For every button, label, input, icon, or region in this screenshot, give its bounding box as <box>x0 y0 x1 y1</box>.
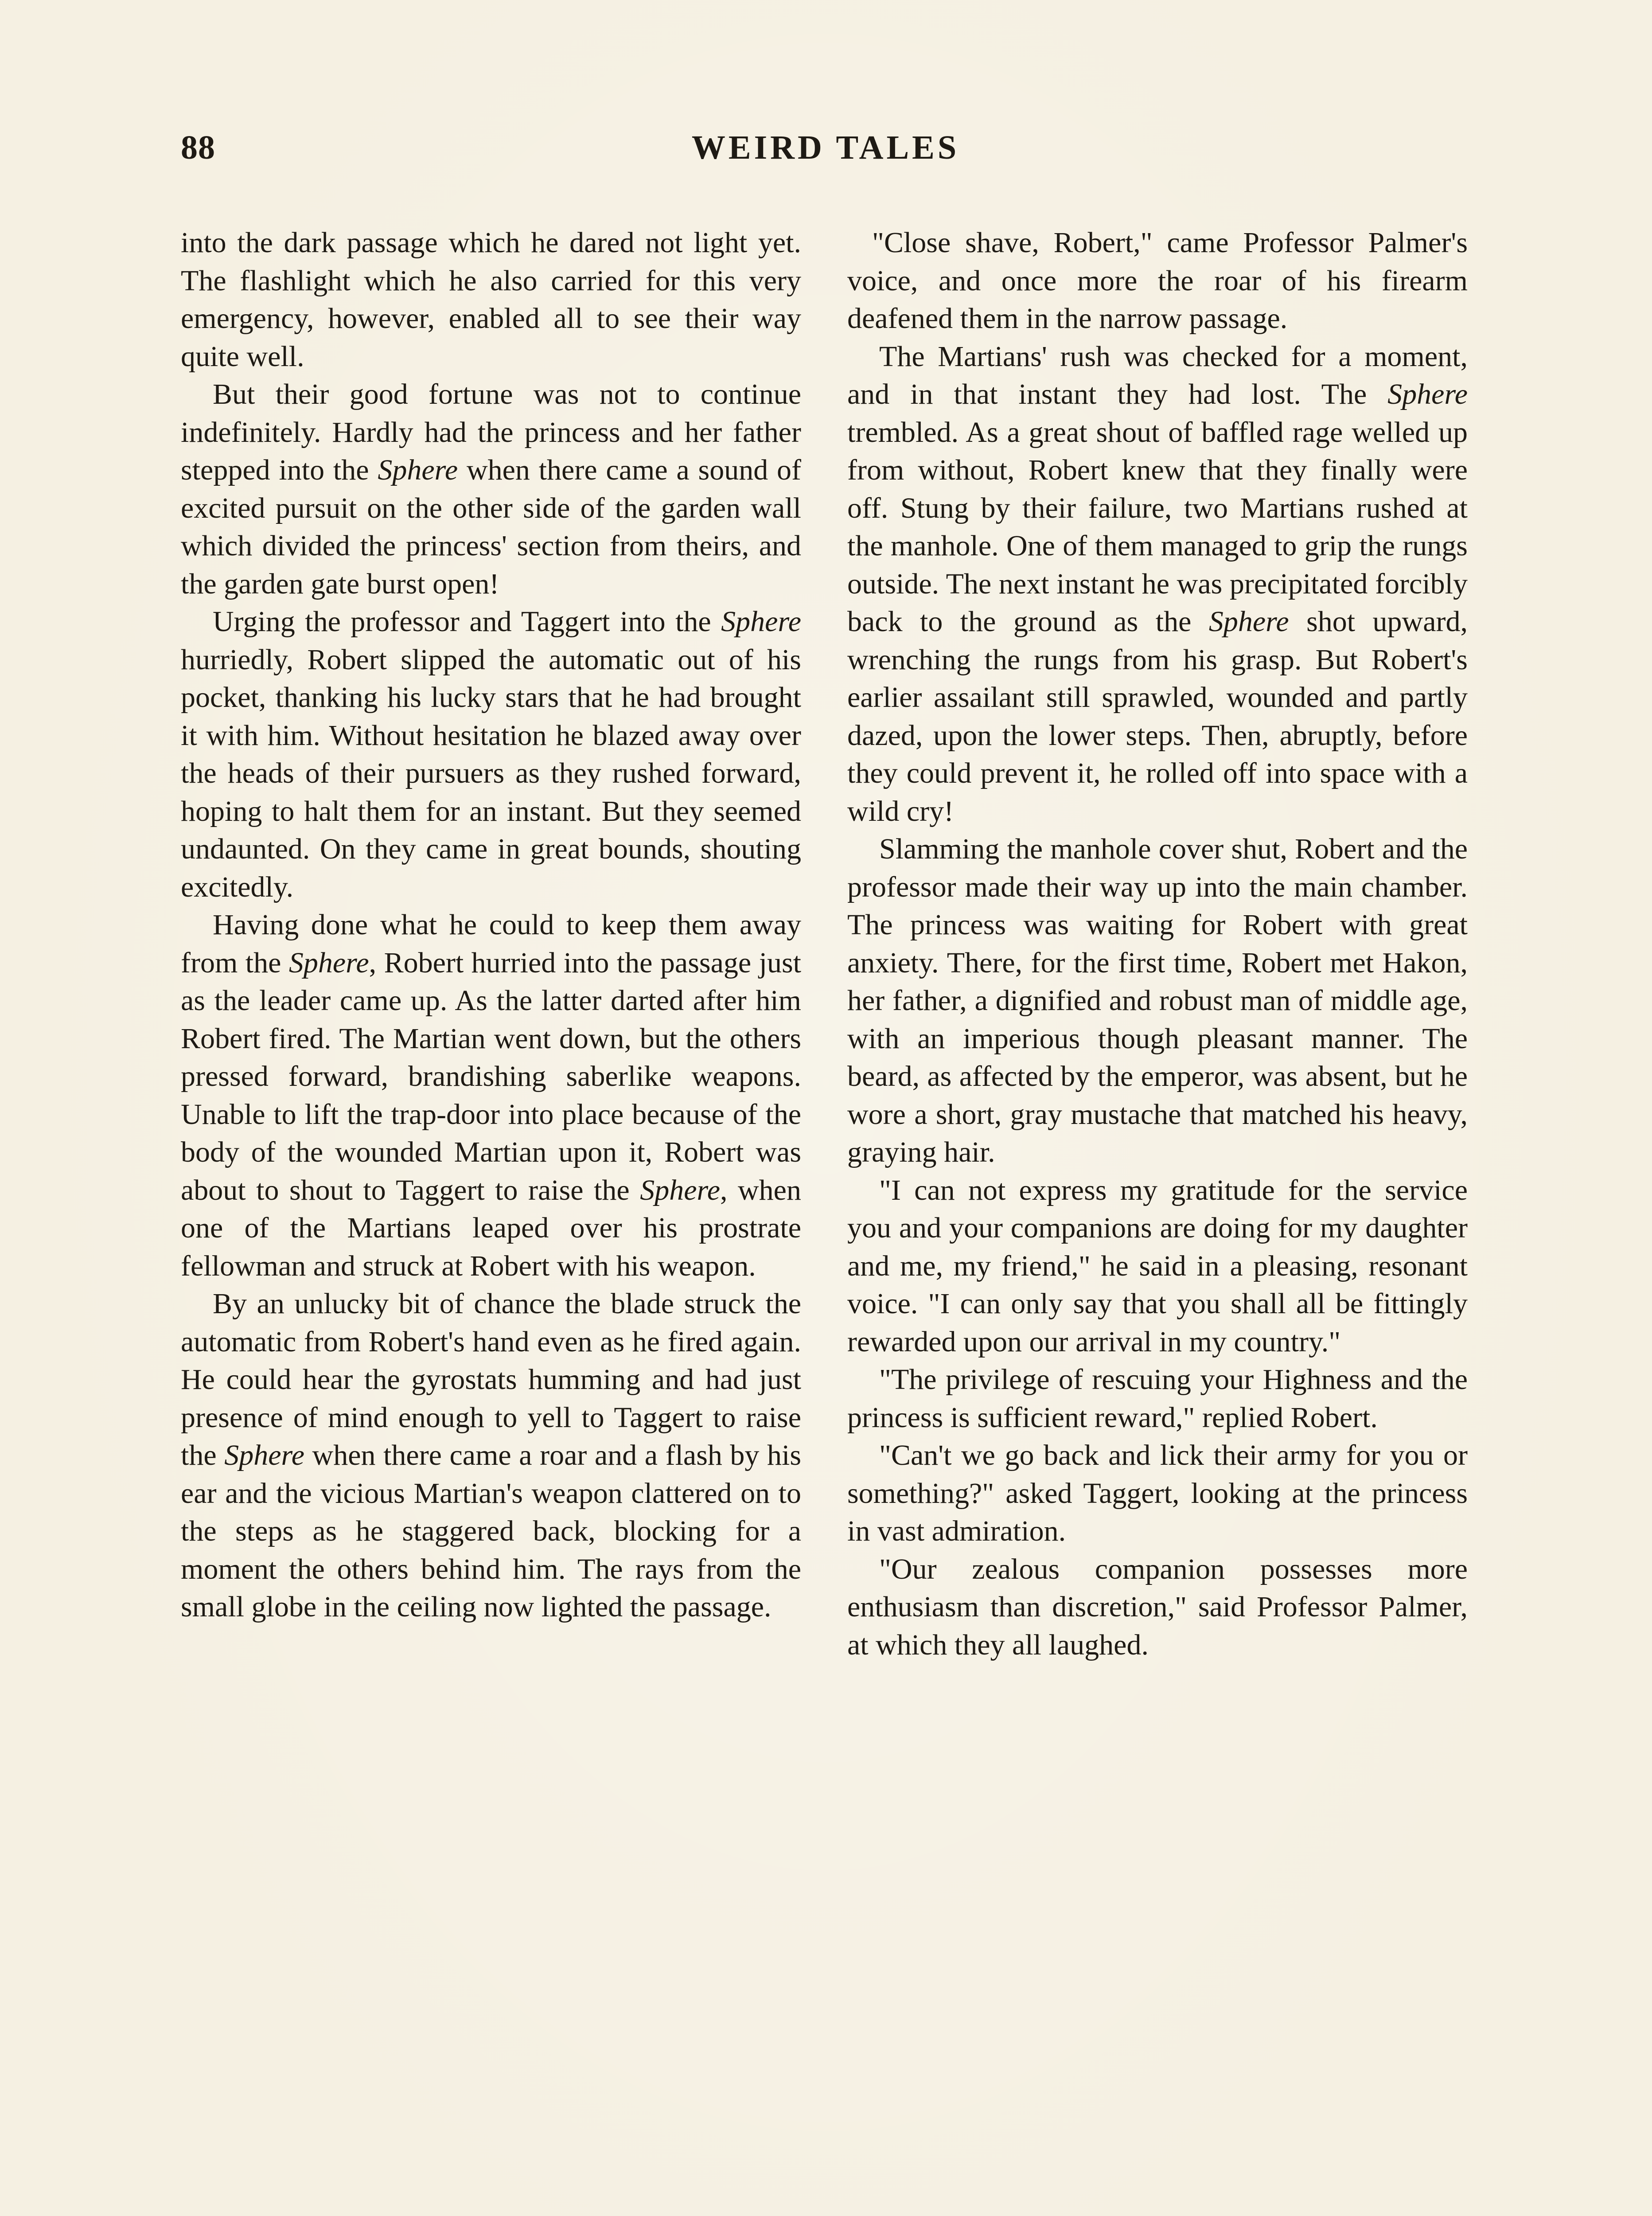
page-header <box>181 129 1470 177</box>
paragraph: "The privilege of rescuing your Highness and the princess is sufficient reward," replied Robert. <box>847 1363 1468 1434</box>
right-column <box>847 224 1468 1664</box>
paragraph: Having done what he could to keep them away from the Sphere, Robert hurried into the passage just as the leader came up. As the latter darted after him Robert fired. The Martian went down, but the others pressed forward, brandishing saberlike weapons. Unable to lift the trap-door into place because of the body of the wounded Martian upon it, Robert was about to shout to Taggert to raise the Sphere, when one of the Martians leaped over his prostrate fellowman and struck at Robert with his weapon. <box>181 909 801 1282</box>
paragraph: "Our zealous companion possesses more enthusiasm than discretion," said Professor Palmer, at which they all laughed. <box>847 1553 1468 1661</box>
running-title: WEIRD TALES <box>691 129 960 166</box>
paragraph: "Close shave, Robert," came Professor Palmer's voice, and once more the roar of his firearm deafened them in the narrow passage. <box>847 226 1468 335</box>
paragraph: The Martians' rush was checked for a moment, and in that instant they had lost. The Sphere trembled. As a great shout of baffled rage welled up from without, Robert knew that they finally were off. Stung by their failure, two Martians rushed at the manhole. One of them managed to grip the rungs outside. The next instant he was precipitated forcibly back to the ground as the Sphere shot upward, wrenching the rungs from his grasp. But Robert's earlier assailant still sprawled, wounded and partly dazed, upon the lower steps. Then, abruptly, before they could prevent it, he rolled off into space with a wild cry! <box>847 340 1468 827</box>
page-number: 88 <box>181 129 215 166</box>
paragraph: But their good fortune was not to continue indefinitely. Hardly had the princess and her father stepped into the Sphere when there came a sound of excited pursuit on the other side of the garden wall which divided the princess' section from theirs, and the garden gate burst open! <box>181 378 801 600</box>
paragraph: into the dark passage which he dared not light yet. The flashlight which he also carried for this very emergency, however, enabled all to see their way quite well. <box>181 226 801 373</box>
paragraph: "I can not express my gratitude for the service you and your companions are doing for my daughter and me, my friend," he said in a pleasing, resonant voice. "I can only say that you shall all be fittingly rewarded upon our arrival in my country." <box>847 1174 1468 1358</box>
left-column <box>181 224 801 1626</box>
paragraph: Slamming the manhole cover shut, Robert and the professor made their way up into the main chamber. The princess was waiting for Robert with great anxiety. There, for the first time, Robert met Hakon, her father, a dignified and robust man of middle age, with an imperious though pleasant manner. The beard, as affected by the emperor, was absent, but he wore a short, gray mustache that matched his heavy, graying hair. <box>847 833 1468 1168</box>
paragraph: Urging the professor and Taggert into the Sphere hurriedly, Robert slipped the automatic out of his pocket, thanking his lucky stars that he had brought it with him. Without hesitation he blazed away over the heads of their pursuers as they rushed forward, hoping to halt them for an instant. But they seemed undaunted. On they came in great bounds, shouting excitedly. <box>181 605 801 903</box>
paragraph: "Can't we go back and lick their army for you or something?" asked Taggert, looking at the princess in vast admiration. <box>847 1439 1468 1547</box>
paragraph: By an unlucky bit of chance the blade struck the automatic from Robert's hand even as he fired again. He could hear the gyrostats humming and had just presence of mind enough to yell to Taggert to raise the Sphere when there came a roar and a flash by his ear and the vicious Martian's weapon clattered on to the steps as he staggered back, blocking for a moment the others behind him. The rays from the small globe in the ceiling now lighted the passage. <box>181 1287 801 1623</box>
